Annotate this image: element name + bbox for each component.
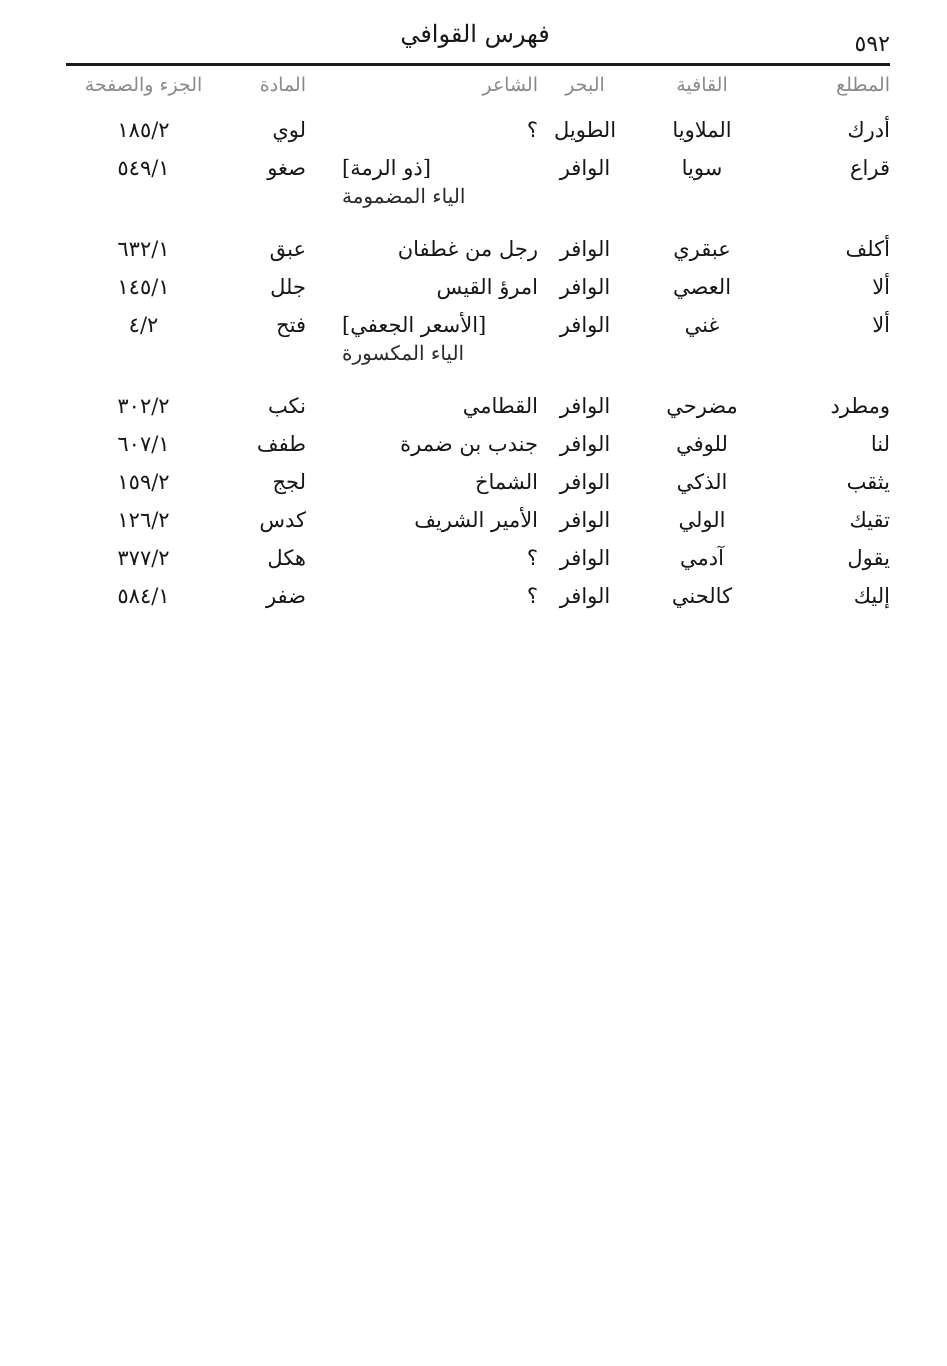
cell-ref: ٣٠٢/٢: [117, 394, 170, 418]
cell-shaer: ؟: [526, 118, 538, 142]
cell-qafiya: الذكي: [676, 470, 728, 494]
cell-matla: ألا: [872, 275, 890, 299]
cell-qafiya: آدمي: [680, 546, 724, 570]
table-row: [60, 508, 890, 546]
cell-madda: جلل: [270, 275, 306, 299]
cell-bahr: الوافر: [559, 470, 611, 494]
cell-shaer: ؟: [526, 546, 538, 570]
cell-ref: ٥٨٤/١: [117, 584, 170, 608]
cell-ref: ٦٣٢/١: [117, 237, 170, 261]
column-header-matla: المطلع: [835, 74, 890, 96]
cell-madda: عبق: [269, 237, 306, 261]
cell-matla: إليك: [853, 584, 890, 608]
cell-shaer: رجل من غطفان: [397, 237, 538, 261]
cell-bahr: الوافر: [559, 275, 611, 299]
cell-shaer: [ذو الرمة]: [342, 156, 431, 180]
cell-madda: طفف: [256, 432, 306, 456]
cell-madda: لجج: [272, 470, 306, 494]
cell-shaer: امرؤ القيس: [436, 275, 538, 299]
rhyme-index-table: [60, 74, 890, 622]
cell-madda: فتح: [276, 313, 306, 337]
cell-madda: هكل: [267, 546, 306, 570]
cell-matla: يقول: [847, 546, 890, 570]
column-header-qafiya: القافية: [676, 74, 728, 96]
cell-qafiya: للوفي: [676, 432, 728, 456]
table-row: [60, 470, 890, 508]
cell-ref: ١٥٩/٢: [117, 470, 170, 494]
cell-shaer: القطامي: [462, 394, 538, 418]
cell-madda: ضفر: [265, 584, 306, 608]
cell-bahr: الوافر: [559, 394, 611, 418]
table-row: [60, 275, 890, 313]
cell-qafiya: الولي: [678, 508, 726, 532]
table-row: [60, 156, 890, 237]
cell-qafiya: مضرحي: [666, 394, 738, 418]
cell-shaer-group: [342, 156, 542, 208]
column-header-bahr: البحر: [565, 74, 605, 96]
cell-matla: أكلف: [845, 237, 890, 261]
cell-bahr: الوافر: [559, 313, 611, 337]
table-row: [60, 584, 890, 622]
cell-bahr: الوافر: [559, 156, 611, 180]
cell-matla: يثقب: [846, 470, 890, 494]
cell-shaer: جندب بن ضمرة: [400, 432, 538, 456]
cell-madda: صغو: [267, 156, 306, 180]
cell-qafiya: سويا: [681, 156, 723, 180]
cell-ref: ٦٠٧/١: [117, 432, 170, 456]
cell-ref: ٤/٢: [128, 313, 159, 337]
table-row: [60, 546, 890, 584]
section-heading: الياء المكسورة: [342, 341, 465, 365]
page-title: فهرس القوافي: [400, 20, 550, 48]
cell-bahr: الوافر: [559, 432, 611, 456]
cell-matla: ألا: [872, 313, 890, 337]
cell-shaer: الأمير الشريف: [414, 508, 538, 532]
column-header-madda: المادة: [259, 74, 306, 96]
cell-shaer: الشماخ: [474, 470, 538, 494]
table-row: [60, 394, 890, 432]
section-heading: الياء المضمومة: [342, 184, 466, 208]
cell-bahr: الوافر: [559, 584, 611, 608]
cell-matla: أدرك: [847, 118, 890, 142]
cell-ref: ٥٤٩/١: [117, 156, 170, 180]
cell-bahr: الوافر: [559, 546, 611, 570]
column-header-row: [60, 74, 890, 118]
column-header-shaer: الشاعر: [482, 74, 538, 96]
page-header: [60, 14, 890, 62]
cell-ref: ١٢٦/٢: [117, 508, 170, 532]
header-divider: [66, 63, 890, 66]
table-row: [60, 237, 890, 275]
page-number: ٥٩٢: [854, 32, 890, 57]
cell-madda: نكب: [267, 394, 306, 418]
cell-qafiya: العصي: [672, 275, 732, 299]
cell-shaer: [الأسعر الجعفي]: [342, 313, 487, 337]
cell-ref: ٣٧٧/٢: [117, 546, 170, 570]
column-header-ref: الجزء والصفحة: [84, 74, 203, 96]
cell-bahr: الوافر: [559, 237, 611, 261]
table-row: [60, 313, 890, 394]
cell-qafiya: عبقري: [673, 237, 731, 261]
cell-ref: ١٤٥/١: [117, 275, 170, 299]
table-row: [60, 118, 890, 156]
cell-madda: لوي: [272, 118, 306, 142]
cell-madda: كدس: [259, 508, 306, 532]
cell-bahr: الوافر: [559, 508, 611, 532]
cell-matla: قراع: [850, 156, 890, 180]
cell-qafiya: الملاويا: [672, 118, 732, 142]
cell-shaer: ؟: [526, 584, 538, 608]
cell-bahr: الطويل: [553, 118, 617, 142]
cell-ref: ١٨٥/٢: [117, 118, 170, 142]
cell-matla: لنا: [870, 432, 890, 456]
cell-qafiya: كالحني: [671, 584, 733, 608]
table-row: [60, 432, 890, 470]
cell-matla: ومطرد: [830, 394, 890, 418]
cell-shaer-group: [342, 313, 542, 365]
cell-qafiya: غني: [684, 313, 720, 337]
cell-matla: تقيك: [849, 508, 890, 532]
